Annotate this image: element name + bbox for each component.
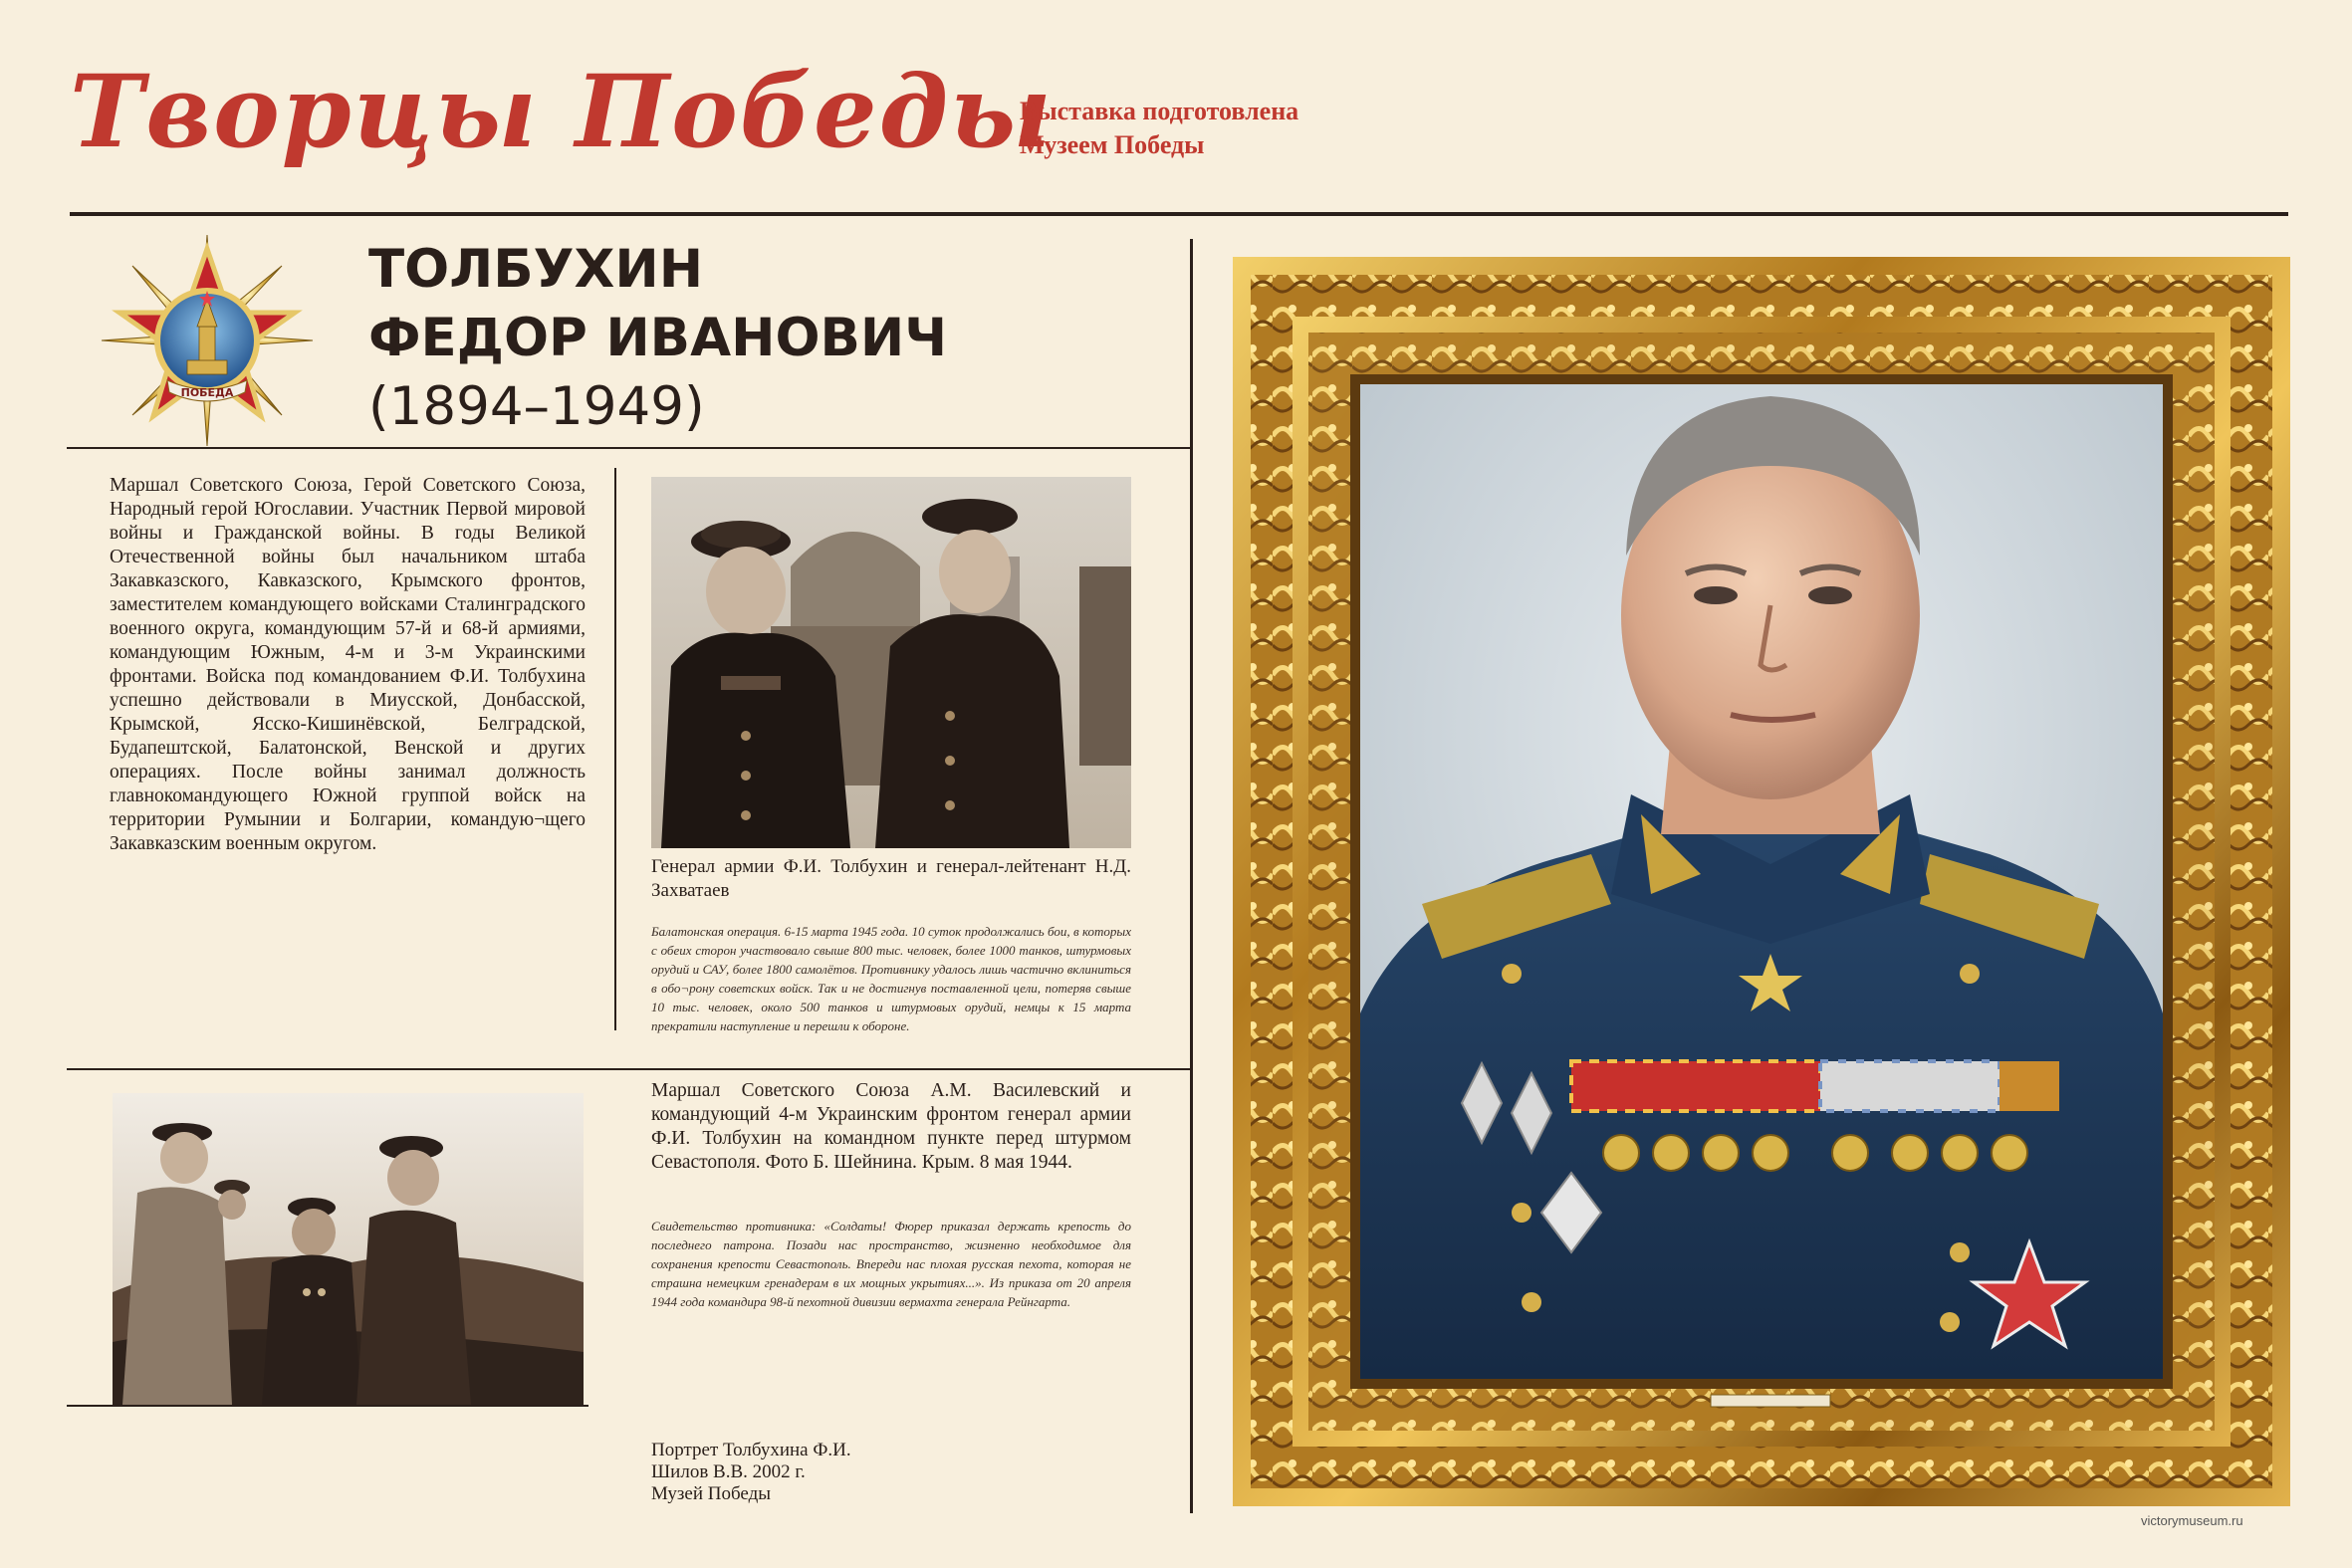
photo-tolbukhin-zakhvataev — [651, 477, 1131, 848]
person-surname: ТОЛБУХИН — [368, 239, 704, 300]
organizer-note — [1020, 95, 1298, 162]
photo-vasilevsky-tolbukhin — [113, 1093, 584, 1405]
photo-1-caption: Генерал армии Ф.И. Толбухин и генерал-лейтенант Н.Д. Захватаев — [651, 856, 1131, 901]
person-given-names: ФЕДОР ИВАНОВИЧ — [368, 308, 948, 368]
portrait-credit — [651, 1440, 851, 1505]
photo-1-image — [651, 477, 1131, 848]
exhibition-title: Творцы Победы — [70, 53, 1054, 170]
photo-1-note: Балатонская операция. 6-15 марта 1945 года. 10 суток продолжались бои, в которых с обеих сторон участвовало свыше 800 тыс. человек, более 1000 танков, штурмовых орудий и САУ, более 1800 самолётов. Противнику удалось лишь частично вклиниться в обо¬рону советских войск. Так и не достигнув поставленной цели, потеряв свыше 10 тыс. человек, около 500 танков и штурмовых орудий, немцы к 15 марта прекратили наступление и перешли к обороне. — [651, 924, 1131, 1033]
photo2-rule — [67, 1405, 588, 1407]
bio-divider — [614, 468, 616, 1030]
person-name-block — [368, 235, 947, 441]
organizer-line-1: Выставка подготовлена — [1020, 97, 1299, 125]
header-rule — [70, 212, 2288, 216]
portrait-credit-artist: Шилов В.В. 2002 г. — [651, 1461, 806, 1482]
person-years: (1894–1949) — [368, 376, 705, 437]
middle-rule — [67, 1068, 1190, 1070]
photo-2-note: Свидетельство противника: «Солдаты! Фюрер приказал держать крепость до последнего патрона. Позади нас пространство, жизненно необходимое для сохранения крепости Севастополь. Впереди нас плохая русская пехота, которая не страшна немецким гренадерам в их мощных укрытиях...». Из приказа от 20 апреля 1944 года командира 98-й пехотной дивизии вермахта генерала Рейнгарта. — [651, 1219, 1131, 1309]
portrait-credit-museum: Музей Победы — [651, 1483, 772, 1504]
portrait-credit-title: Портрет Толбухина Ф.И. — [651, 1440, 851, 1460]
organizer-line-2: Музеем Победы — [1020, 130, 1205, 159]
photo-2-caption: Маршал Советского Союза А.М. Василевский и командующий 4-м Украинским фронтом генерал армии Ф.И. Толбухин на командном пункте перед штурмом Севастополя. Фото Б. Шейнина. Крым. 8 мая 1944. — [651, 1080, 1131, 1173]
center-divider — [1190, 239, 1193, 1513]
portrait-tolbukhin-painting — [1233, 257, 2290, 1506]
site-url: victorymuseum.ru — [2141, 1513, 2243, 1528]
biography-text: Маршал Советского Союза, Герой Советского Союза, Народный герой Югославии. Участник Первой мировой войны и Гражданской войны. В годы Великой Отечественной войны был начальником штаба Закавказского, Кавказского, Крымского фронтов, заместителем командующего войсками Сталинградского военного округа, командующим 57-й и 68-й армиями, командующим Южным, 4-м и 3-м Украинскими фронтами. Войска под командованием Ф.И. Толбухина успешно действовали в Миусской, Донбасской, Крымской, Ясско-Кишинёвской, Белградской, Будапештской, Балатонской, Венской и других операциях. После войны занимал должность главнокомандующего Южной группой войск на территории Румынии и Болгарии, командую¬щего Закавказским военным округом. — [110, 475, 586, 854]
order-ribbon-text: ПОБЕДА — [180, 386, 234, 399]
photo-2-image — [113, 1093, 584, 1405]
order-of-victory-icon — [98, 231, 317, 450]
